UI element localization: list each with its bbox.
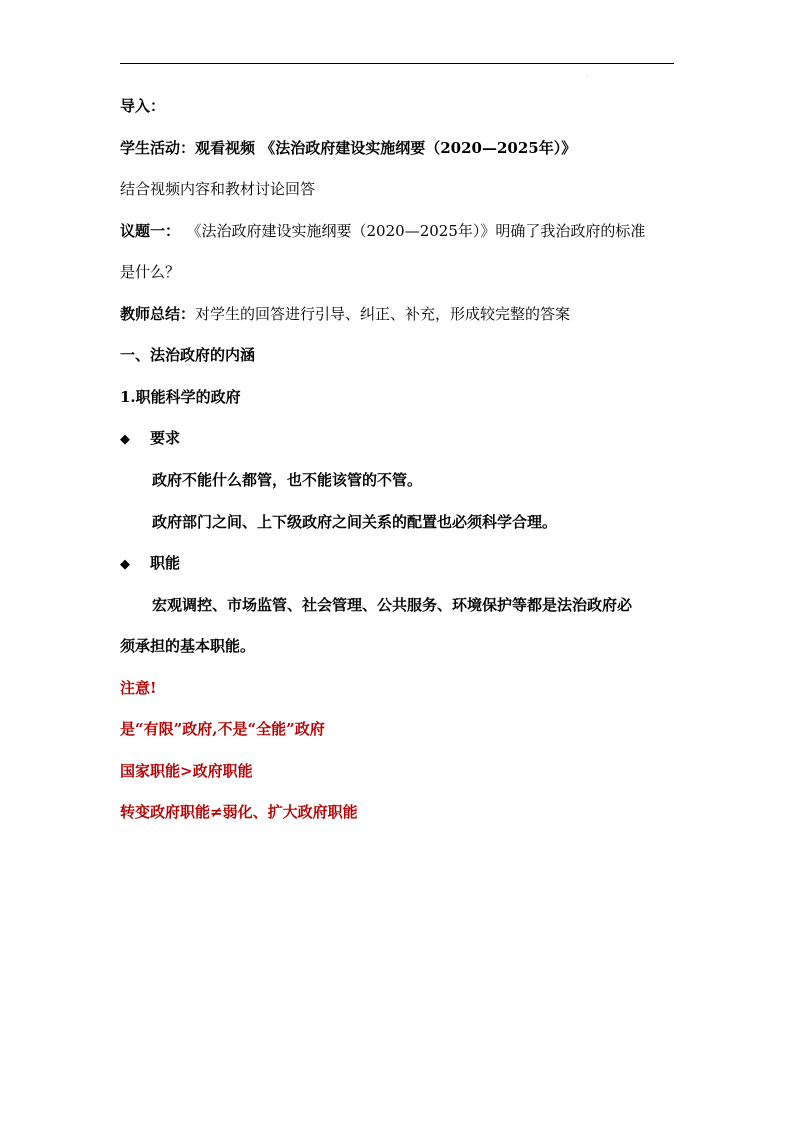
note-line1: 是“有限”政府,不是“全能”政府: [120, 720, 325, 738]
topic-text-line2: 是什么？: [120, 263, 181, 281]
subsection-heading: 1.职能科学的政府: [120, 388, 241, 406]
diamond-bullet-icon: ◆: [120, 432, 130, 447]
activity-line: [120, 138, 576, 158]
bullet-functions: [120, 553, 180, 575]
function-line2: 须承担的基本职能。: [120, 637, 256, 655]
bullet-functions-label: 职能: [150, 554, 181, 572]
summary-label: 教师总结：: [120, 305, 196, 323]
activity-text: 观看视频 《法治政府建设实施纲要（2020—2025年）》: [195, 139, 577, 157]
function-line1: 宏观调控、市场监管、社会管理、公共服务、环境保护等都是法治政府必: [152, 596, 633, 614]
topic-label: 议题一：: [120, 222, 181, 240]
instruction-text: 结合视频内容和教材讨论回答: [120, 180, 316, 198]
diamond-bullet-icon: ◆: [120, 557, 130, 572]
note-line2: 国家职能>政府职能: [120, 762, 253, 780]
section-heading: 一、法治政府的内涵: [120, 346, 256, 364]
requirement-line2: 政府部门之间、上下级政府之间关系的配置也必须科学合理。: [152, 513, 558, 531]
header-dot: .: [586, 71, 588, 78]
intro-label: 导入：: [120, 97, 166, 115]
topic-text-line1: 《法治政府建设实施纲要（2020—2025年）》明确了我治政府的标准: [194, 222, 646, 240]
summary-text: 对学生的回答进行引导、纠正、补充，形成较完整的答案: [195, 305, 571, 323]
requirement-line1: 政府不能什么都管，也不能该管的不管。: [152, 471, 423, 489]
bullet-requirements: [120, 428, 180, 450]
activity-label: 学生活动：: [120, 139, 196, 157]
note-label: 注意!: [120, 679, 157, 697]
summary-line: [120, 304, 570, 324]
note-line3: 转变政府职能≠弱化、扩大政府职能: [120, 803, 358, 821]
bullet-requirements-label: 要求: [150, 429, 181, 447]
topic-line: [120, 221, 645, 241]
header-rule: [120, 63, 674, 64]
